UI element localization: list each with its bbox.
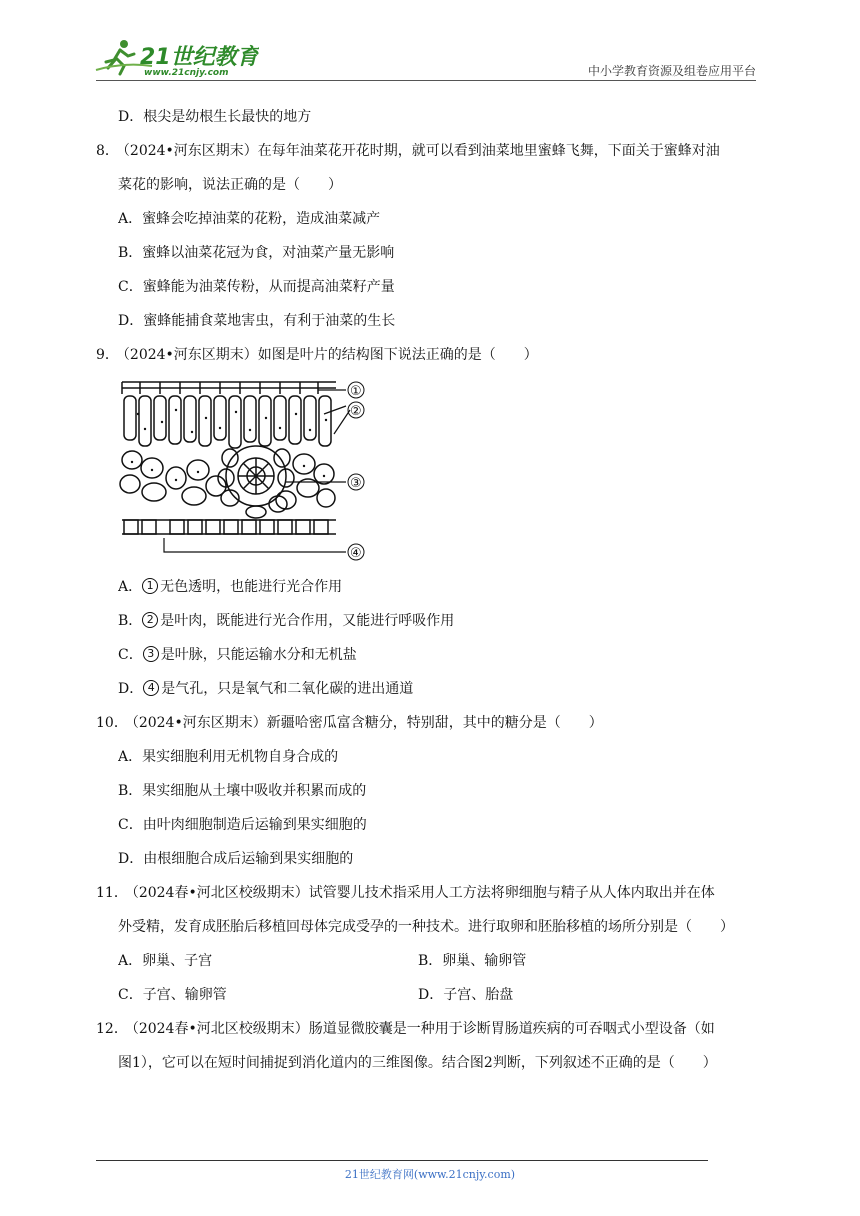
figure-label-2: ②	[350, 404, 362, 419]
q9-stem-line1	[96, 338, 764, 372]
q10-stem-text1: （2024•河东区期末）新疆哈密瓜富含糖分，特别甜，其中的糖分是（ ）	[131, 715, 603, 731]
logo-url-text: www.21cnjy.com	[144, 68, 229, 78]
spongy-cells	[120, 451, 335, 509]
q9-option-c-prefix: C．	[118, 647, 143, 663]
q11-option-c: C．子宫、输卵管	[118, 987, 227, 1003]
q11-stem-text1: （2024春•河北区校级期末）试管婴儿技术指采用人工方法将卵细胞与精子从人体内取出并在体	[131, 885, 715, 901]
q11-options-row1	[118, 944, 764, 978]
q8-option-a: A．蜜蜂会吃掉油菜的花粉，造成油菜减产	[118, 211, 381, 227]
q9-option-b	[118, 604, 764, 638]
platform-name: 中小学教育资源及组卷应用平台	[587, 64, 756, 78]
q12-stem-text1: （2024春•河北区校级期末）肠道显微胶囊是一种用于诊断胃肠道疾病的可吞咽式小型设备（如	[131, 1021, 715, 1037]
q9-option-d-text: 是气孔，只是氧气和二氧化碳的进出通道	[161, 681, 414, 697]
q9-option-a-prefix: A．	[118, 579, 143, 595]
q8-stem-line1	[96, 134, 764, 168]
header-divider	[96, 80, 756, 81]
q9-option-d-mark: 4	[143, 680, 159, 696]
figure-label-4: ④	[350, 546, 362, 561]
q10-option-c: C．由叶肉细胞制造后运输到果实细胞的	[118, 817, 367, 833]
leaf-structure-figure	[118, 374, 378, 570]
q10-option-a: A．果实细胞利用无机物自身合成的	[118, 749, 339, 765]
figure-label-1: ①	[350, 384, 362, 399]
logo-main-text: 21世纪教育	[140, 45, 259, 70]
q9-option-a	[118, 570, 764, 604]
q8-stem-line2: 菜花的影响，说法正确的是（ ）	[118, 177, 342, 193]
q8-option-b: B．蜜蜂以油菜花冠为食，对油菜产量无影响	[118, 245, 395, 261]
q9-number: 9．	[96, 347, 119, 363]
q9-option-c-mark: 3	[143, 646, 159, 662]
q9-option-d	[118, 672, 764, 706]
q8-option-d: D．蜜蜂能捕食菜地害虫，有利于油菜的生长	[118, 313, 396, 329]
q11-option-d: D．子宫、胎盘	[418, 987, 514, 1003]
q11-stem-line2: 外受精，发育成胚胎后移植回母体完成受孕的一种技术。进行取卵和胚胎移植的场所分别是（ ）	[118, 919, 734, 935]
q9-option-b-prefix: B．	[118, 613, 143, 629]
q8-number: 8．	[96, 143, 119, 159]
figure-label-3: ③	[350, 476, 362, 491]
q10-stem-line1	[96, 706, 764, 740]
label-lines	[164, 390, 350, 552]
q9-option-a-mark: 1	[142, 578, 158, 594]
q9-option-b-mark: 2	[142, 612, 158, 628]
site-logo	[94, 36, 259, 78]
lower-epidermis-cells	[122, 520, 336, 534]
q12-number: 12．	[96, 1021, 128, 1037]
q9-option-b-text: 是叶肉，既能进行光合作用，又能进行呼吸作用	[160, 613, 455, 629]
footer-divider	[96, 1160, 708, 1161]
q11-options-row2	[118, 978, 764, 1012]
q8-option-c: C．蜜蜂能为油菜传粉，从而提高油菜籽产量	[118, 279, 395, 295]
vein-bundle	[218, 446, 294, 518]
q12-stem-line2: 图1），它可以在短时间捕捉到消化道内的三维图像。结合图2判断，下列叙述不正确的是（ ）	[118, 1055, 717, 1071]
q11-option-a: A．卵巢、子宫	[118, 953, 213, 969]
q11-option-b: B．卵巢、输卵管	[418, 953, 527, 969]
q9-option-c-text: 是叶脉，只能运输水分和无机盐	[160, 647, 357, 663]
q9-option-a-text: 无色透明，也能进行光合作用	[160, 579, 343, 595]
q9-option-c	[118, 638, 764, 672]
q9-option-d-prefix: D．	[118, 681, 144, 697]
q11-stem-line1	[96, 876, 764, 910]
q9-stem-text1: （2024•河东区期末）如图是叶片的结构图下说法正确的是（ ）	[122, 347, 538, 363]
q10-number: 10．	[96, 715, 128, 731]
q7-option-d: D．根尖是幼根生长最快的地方	[118, 109, 312, 125]
palisade-cells	[124, 396, 331, 448]
footer-site-link[interactable]: 21世纪教育网(www.21cnjy.com)	[344, 1168, 516, 1181]
q8-stem-text1: （2024•河东区期末）在每年油菜花开花时期，就可以看到油菜地里蜜蜂飞舞，下面关于蜜蜂对油	[122, 143, 720, 159]
q12-stem-line1	[96, 1012, 764, 1046]
q10-option-d: D．由根细胞合成后运输到果实细胞的	[118, 851, 354, 867]
q10-option-b: B．果实细胞从土壤中吸收并积累而成的	[118, 783, 367, 799]
q11-number: 11．	[96, 885, 128, 901]
